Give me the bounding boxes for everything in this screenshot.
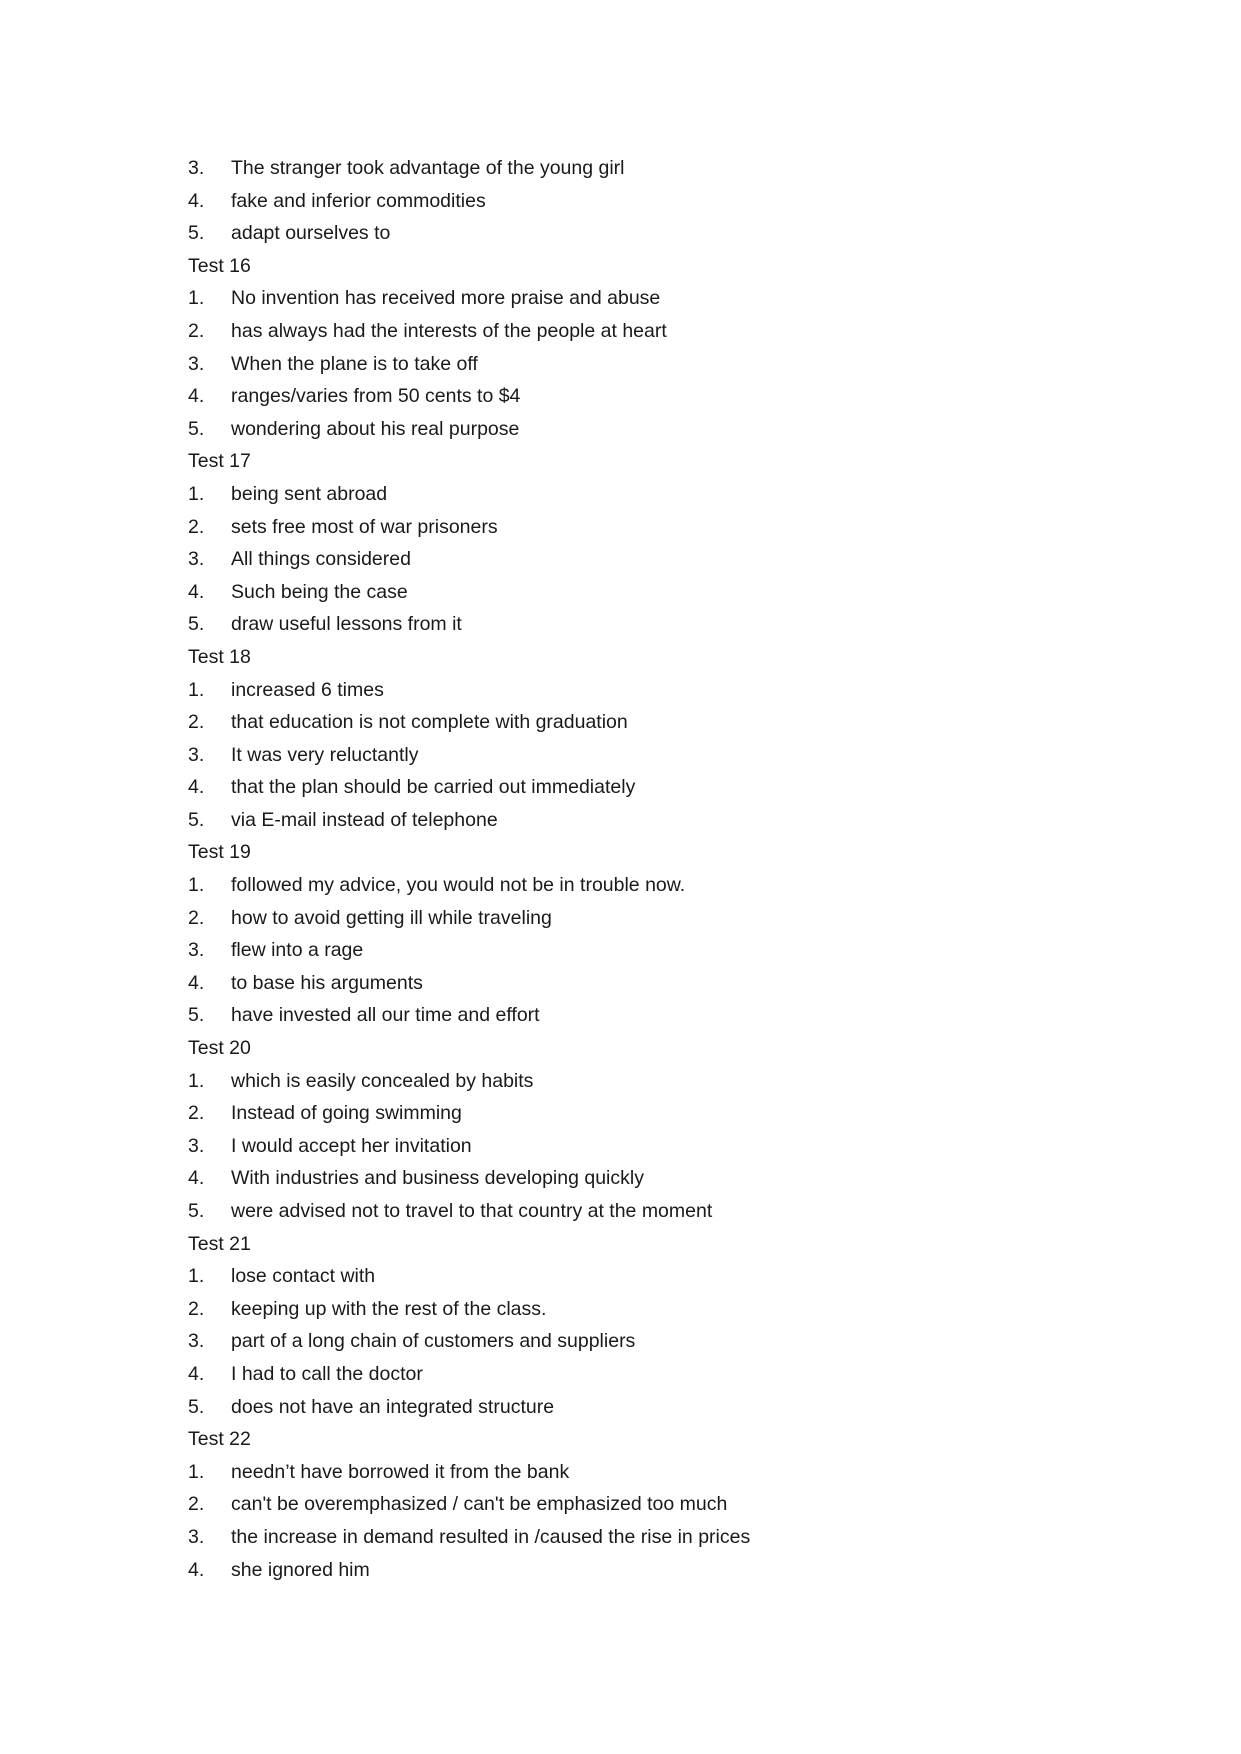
- answer-item: [188, 1097, 1148, 1130]
- item-number: 2.: [188, 319, 205, 342]
- item-text: keeping up with the rest of the class.: [231, 1297, 547, 1320]
- answer-item: [188, 185, 1148, 218]
- answer-item: [188, 869, 1148, 902]
- item-number: 5.: [188, 417, 205, 440]
- answer-item: [188, 1456, 1148, 1489]
- item-text: were advised not to travel to that country at the moment: [231, 1200, 713, 1222]
- item-number: 1.: [188, 678, 205, 701]
- item-number: 3.: [188, 352, 205, 375]
- item-number: 5.: [188, 1395, 205, 1418]
- item-number: 3.: [188, 1134, 205, 1157]
- item-text: the increase in demand resulted in /caused the rise in prices: [231, 1525, 751, 1548]
- item-text: fake and inferior commodities: [231, 189, 486, 212]
- answer-item: [188, 1391, 1148, 1424]
- item-text: needn’t have borrowed it from the bank: [231, 1460, 570, 1483]
- answer-item: [188, 1065, 1148, 1098]
- item-text: draw useful lessons from it: [231, 613, 462, 636]
- answer-item: [188, 706, 1148, 739]
- item-number: 1.: [188, 482, 205, 505]
- test-heading: Test 21: [188, 1232, 251, 1255]
- item-number: 3.: [188, 1525, 205, 1548]
- answer-item: [188, 804, 1148, 837]
- answer-item: [188, 511, 1148, 544]
- item-text: which is easily concealed by habits: [231, 1069, 534, 1092]
- answer-item: [188, 1260, 1148, 1293]
- answer-item: [188, 1293, 1148, 1326]
- item-text: flew into a rage: [231, 939, 364, 962]
- answer-item: [188, 902, 1148, 935]
- item-number: 1.: [188, 874, 205, 897]
- item-text: wondering about his real purpose: [231, 417, 520, 440]
- item-text: to base his arguments: [231, 971, 423, 994]
- item-text: via E-mail instead of telephone: [231, 808, 498, 831]
- item-text: she ignored him: [231, 1558, 370, 1581]
- answer-item: [188, 674, 1148, 707]
- item-number: 2.: [188, 1493, 205, 1516]
- item-text: With industries and business developing quickly: [231, 1167, 644, 1190]
- item-number: 3.: [188, 1330, 205, 1353]
- item-text: When the plane is to take off: [231, 352, 478, 375]
- item-number: 4.: [188, 1167, 205, 1190]
- item-text: I had to call the doctor: [231, 1362, 423, 1385]
- item-text: does not have an integrated structure: [231, 1395, 555, 1418]
- item-number: 4.: [188, 385, 205, 408]
- item-number: 1.: [188, 1460, 205, 1483]
- item-text: It was very reluctantly: [231, 743, 419, 766]
- test-heading: Test 18: [188, 645, 251, 668]
- item-text: sets free most of war prisoners: [231, 515, 498, 538]
- item-number: 3.: [188, 548, 205, 571]
- answer-item: [188, 380, 1148, 413]
- item-number: 4.: [188, 1362, 205, 1385]
- answer-item: [188, 576, 1148, 609]
- item-number: 3.: [188, 157, 205, 179]
- item-text: followed my advice, you would not be in trouble now.: [231, 874, 686, 897]
- item-text: how to avoid getting ill while traveling: [231, 906, 552, 929]
- item-number: 5.: [188, 1004, 205, 1027]
- item-number: 1.: [188, 1069, 205, 1092]
- item-number: 5.: [188, 808, 205, 831]
- item-text: that education is not complete with graduation: [231, 711, 628, 734]
- answer-item: [188, 934, 1148, 967]
- test-heading: Test 19: [188, 841, 251, 864]
- answer-item: [188, 771, 1148, 804]
- item-text: The stranger took advantage of the young girl: [231, 157, 625, 179]
- answer-item: [188, 1358, 1148, 1391]
- answer-item: [188, 217, 1148, 250]
- item-text: No invention has received more praise and abuse: [231, 287, 661, 310]
- test-heading: Test 17: [188, 450, 251, 473]
- item-number: 1.: [188, 1265, 205, 1288]
- answer-item: [188, 1521, 1148, 1554]
- answer-item: [188, 999, 1148, 1032]
- item-text: All things considered: [231, 548, 411, 571]
- item-text: Instead of going swimming: [231, 1102, 462, 1125]
- answer-item: [188, 608, 1148, 641]
- answer-item: [188, 1325, 1148, 1358]
- answer-item: [188, 413, 1148, 446]
- item-text: increased 6 times: [231, 678, 384, 701]
- item-number: 1.: [188, 287, 205, 310]
- item-text: I would accept her invitation: [231, 1134, 472, 1157]
- item-number: 4.: [188, 776, 205, 799]
- item-number: 5.: [188, 1200, 205, 1222]
- answer-item: [188, 1162, 1148, 1195]
- item-text: Such being the case: [231, 580, 408, 603]
- item-text: lose contact with: [231, 1265, 376, 1288]
- answer-item: [188, 1130, 1148, 1163]
- item-number: 5.: [188, 613, 205, 636]
- answer-item: [188, 967, 1148, 1000]
- item-text: adapt ourselves to: [231, 222, 391, 245]
- item-number: 2.: [188, 906, 205, 929]
- item-number: 2.: [188, 515, 205, 538]
- item-number: 4.: [188, 1558, 205, 1581]
- answer-item: [188, 478, 1148, 511]
- test-heading: Test 16: [188, 254, 251, 277]
- item-number: 4.: [188, 580, 205, 603]
- answer-item: [188, 282, 1148, 315]
- item-text: have invested all our time and effort: [231, 1004, 540, 1027]
- test-heading: Test 20: [188, 1037, 251, 1060]
- item-number: 2.: [188, 711, 205, 734]
- item-number: 3.: [188, 939, 205, 962]
- item-text: that the plan should be carried out immediately: [231, 776, 636, 799]
- item-text: part of a long chain of customers and suppliers: [231, 1330, 636, 1353]
- item-number: 3.: [188, 743, 205, 766]
- answer-item: [188, 348, 1148, 381]
- item-number: 4.: [188, 189, 205, 212]
- answer-item: [188, 315, 1148, 348]
- answer-item: [188, 1488, 1148, 1521]
- item-number: 2.: [188, 1297, 205, 1320]
- test-heading: Test 22: [188, 1428, 251, 1451]
- item-text: ranges/varies from 50 cents to $4: [231, 385, 521, 408]
- item-number: 2.: [188, 1102, 205, 1125]
- answer-item: [188, 1554, 1148, 1587]
- answer-item: [188, 152, 1148, 185]
- item-number: 5.: [188, 222, 205, 245]
- answer-list: [188, 152, 1148, 1586]
- item-text: can't be overemphasized / can't be emphasized too much: [231, 1493, 728, 1516]
- answer-item: [188, 1195, 1148, 1228]
- item-text: being sent abroad: [231, 482, 388, 505]
- item-number: 4.: [188, 971, 205, 994]
- answer-item: [188, 739, 1148, 772]
- item-text: has always had the interests of the people at heart: [231, 319, 667, 342]
- answer-item: [188, 543, 1148, 576]
